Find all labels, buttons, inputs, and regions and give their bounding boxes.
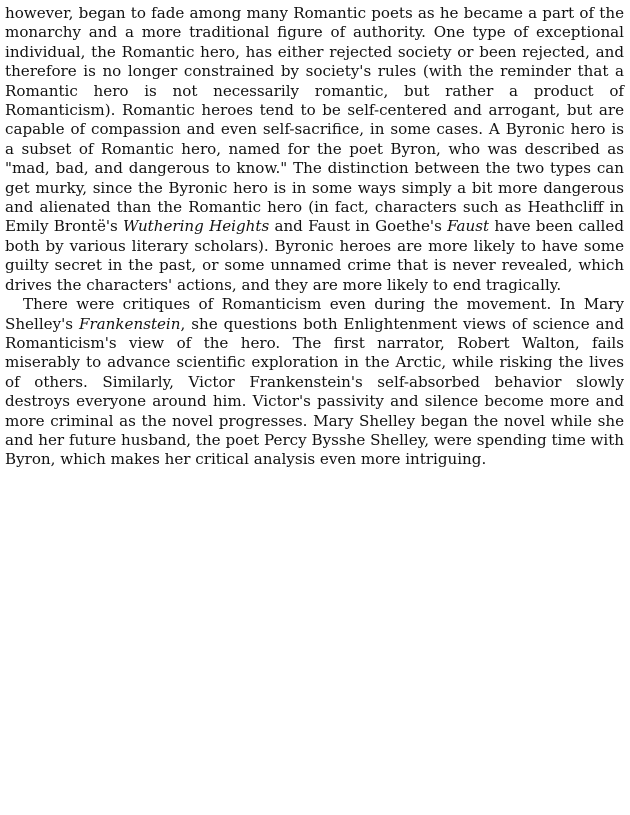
paragraph-1-text-c: have been called both by various literary scholars). Byronic heroes are more likely to have some guilty secret in the past, or some unnamed crime that is never revealed, which drives the characters' actions, and they are more likely to end tragically. — [5, 217, 624, 294]
paragraph-byronic-hero — [5, 4, 624, 295]
paragraph-critiques — [5, 295, 624, 470]
paragraph-1-text-b: and Faust in Goethe's — [274, 217, 442, 236]
document-page — [5, 4, 624, 470]
paragraph-1-text-a: however, began to fade among many Romantic poets as he became a part of the monarchy and a more traditional figure of authority. One type of exceptional individual, the Romantic hero, has either rejected society or been rejected, and therefore is no longer constrained by society's rules (with the reminder that a Romantic hero is not necessarily romantic, but rather a product of Romanticism). Romantic heroes tend to be self-centered and arrogant, but are capable of compassion and even self-sacrifice, in some cases. A Byronic hero is a subset of Romantic hero, named for the poet Byron, who was described as "mad, bad, and dangerous to know." The distinction between the two types can get murky, since the Byronic hero is in some ways simply a bit more dangerous and alienated than the Romantic hero (in fact, characters such as Heathcliff in Emily Brontë's — [5, 4, 624, 236]
title-wuthering-heights: Wuthering Heights — [123, 217, 270, 236]
paragraph-2-text-b: , she questions both Enlightenment views of science and Romanticism's view of the hero. The first narrator, Robert Walton, fails miserably to advance scientific exploration in the Arctic, while risking the lives of others. Similarly, Victor Frankenstein's self-absorbed behavior slowly destroys everyone around him. Victor's passivity and silence become more and more criminal as the novel progresses. Mary Shelley began the novel while she and her future husband, the poet Percy Bysshe Shelley, were spending time with Byron, which makes her critical analysis even more intriguing. — [5, 314, 624, 469]
title-faust: Faust — [447, 217, 490, 236]
paragraph-2-text-a: There were critiques of Romanticism even during the movement. In Mary Shelley's — [5, 295, 624, 333]
title-frankenstein: Frankenstein — [78, 314, 181, 333]
